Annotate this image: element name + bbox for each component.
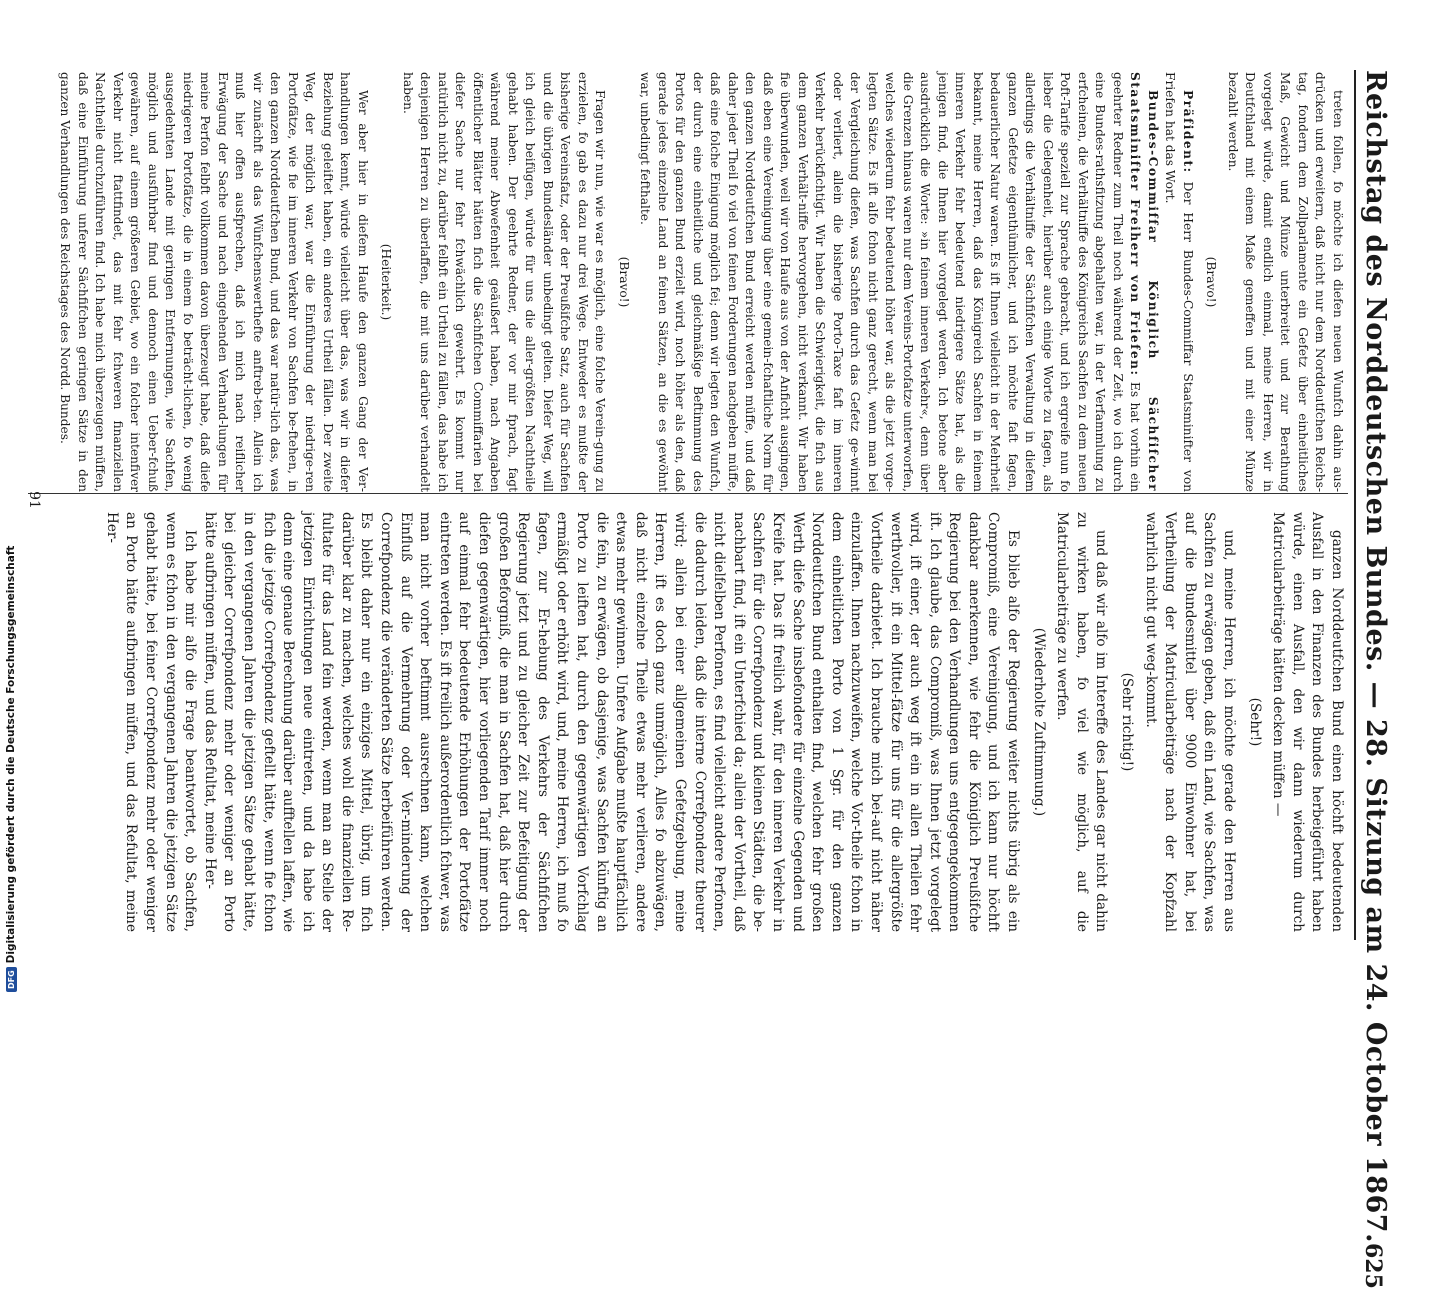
speech-text: Es hat vorhin ein geehrter Redner zum Theil noch während der Zeit, wo ich durch eine Bundes-rathsfitzung abgehalten war, in der Verfammlung zu erfcheinen, die Verhältniffe des Königreichs Sachfen zu dem neuen Poft-Tarife speziell zur Sprache gebracht, und ich ergreife nun fo lieber die Gelegenheit, hierüber auch einige Worte zu fagen, als allerdings die Verhältniffe der Sächfifchen Verwaltung in diefem ganzen Gefetze eigenthümlicher, und ich möchte faft fagen, bedauerlicher Natur waren. Es ift Ihnen vielleicht in der Mehrheit bekannt, meine Herren, daß das Königreich Sachfen in feinem inneren Verkehr fehr bedeutend niedrigere Sätze hat, als die jenigen find, die Ihnen hier vorgelegt werden. Ich betone aber ausdrücklich die Worte: »in feinem inneren Verkehr«, denn über die Grenzen hinaus waren nur dem Vereins-Portofatze unterworfen, welches wiederum fehr bedeutend höher war, als die jetzt vorge-legten Sätze. Es ift alfo fchon nicht ganz gerecht, wenn man bei der Vergleichung diefen, was Sachfen durch das Gefetz ge-winnt oder verliert, allein die bisherige Porto-Taxe faft im inneren Verkehr berückfichtigt. Wir haben die Schwierigkeit, die fich aus dem ganzen Verhält-niffe hervorgehen, nicht verkannt. Wir haben fie überwunden, weil wir von Haufe aus von der Anficht ausgingen, daß eben eine Vereinigung über eine gemein-fchaftliche Norm für den ganzen Norddeutfchen Bund erreicht werden müffe, und daß daher jeder Theil fo viel von feinen Forderungen nachgeben müffe, daß eine folche Einigung möglich fei; denn wir legten den Wunfch, der durch eine einheitliche und gleichmäßige Beftimmung des Portos für den ganzen Bund erzielt wird, noch höher als den, daß gerade jedes einzelne Land an feinen Sätzen, an die es gewöhnt war, unbedingt fefthalte. (638, 72, 1143, 492)
sheet-signature: 91 (26, 491, 42, 509)
body-paragraph: und, meine Herren, ich möchte gerade den Herren aus Sachfen zu erwägen geben, daß ein Land, wie Sachfen, was auf die Bundesmittel über 9000 Einwohner hat, bei Vertheilung der Matricularbeiträge nach der Kopfzahl wahrlich nicht gut weg-kommt. (1142, 512, 1238, 932)
body-paragraph: treten follen, fo möchte ich diefen neuen Wunfch dahin aus-drücken und erweitern, daß nicht nur dem Norddeutfchen Reichs-tag, fondern dem Zollparlamente ein Gefetz über einheitliches Maß, Gewicht und Münze unterbreitet und zur Berathung vorgelegt würde, damit endlich einmal, meine Herren, wir in Deutfchland mit einem Maße gemeffen und mit einer Münze bezahlt werden. (1226, 72, 1345, 492)
speech-paragraph (636, 72, 1161, 492)
body-paragraph: Ich habe mir alfo die Frage beantwortet, ob Sachfen, wenn es fchon in den vergangenen Jahren die jetzigen Sätze gehabt hätte, bei feiner Correfpondenz mehr oder weniger an Porto hätte aufbringen müffen, und das Refultat, meine Her- (103, 512, 199, 932)
stage-direction: (Sehr!) (1246, 697, 1263, 747)
stage-direction: (Sehr richtig!) (1119, 672, 1136, 772)
speech-text: Der Herr Bundes-Commiffar Staatsminifter von Friefen hat das Wort. (1163, 72, 1195, 493)
stage-direction: (Bravo!) (1204, 256, 1219, 308)
stage-direction: (Bravo!) (617, 256, 631, 308)
dfg-logo-icon: DFG (6, 967, 17, 992)
page-number: 625 (1360, 1243, 1386, 1289)
body-paragraph: ganzen Norddeutfchen Bund einen höchft bedeutenden Ausfall in den Finanzen des Bundes herbeigeführt haben würde, einen Ausfall, den wir dann wiederum durch Matricularbeiträge hätten decken müffen — (1270, 512, 1345, 932)
digitization-credit (2, 0, 20, 992)
body-paragraph: Wer aber hier in diefem Haufe den ganzen Gang der Ver-handlungen kennt, würde vielleicht über das, was wir in diefer Beziehung geleiftet haben, ein anderes Urtheil fällen. Der zweite Weg, der möglich war, war die Einführung der niedrige-ren Portofätze, wie fie im inneren Verkehr von Sachfen be-ftehen, in den ganzen Norddeutfchen Bund, und das war natür-lich das, was wir zunächft als das Wünfchenswerthefte anftreb-ten. Allein ich muß hier offen ausfprechen, daß ich mich nach reiflicher Erwägung der Sache und nach eingehenden Verhand-lungen für meine Perfon felbft vollkommen davon überzeugt habe, daß diefe niedrigeren Portofätze, die in einem fo beträcht-lichen, fo wenig ausgedehnten Lande mit geringen Entfernungen, wie Sachfen, möglich und ausführbar find und dennoch einen Ueber-fchuß gewähren, auf einem größeren Gebiet, wo ein folcher intenfiver Verkehr nicht ftattfindet, das mit fehr fchweren finanziellen Nachtheile durchzuführen find. Ich habe mich überzeugen müffen, daß eine Einführung unferer Sächfifchen geringen Sätze in den ganzen Verhandlungen des Reichstages des Nordd. Bundes. (58, 72, 370, 492)
body-paragraph: Fragen wir nun, wie war es möglich, eine folche Verein-gung zu erzielen, fo gab es dazu nur drei Wege. Entweder es mußte der bisherige Vereinsfatz, oder der Preußifche Satz, auch für Sachfen und die übrigen Bundesländer unbedingt gelten. Diefer Weg, will ich gleich beifügen, würde für uns die aller-größten Nachtheile gehabt haben. Der geehrte Redner, der vor mir fprach, fagt während meiner Abwefenheit geäußert haben, nach Angaben öffentlicher Blätter hätten fich die Sächfifchen Commiffarien bei diefer Sache nur fehr fchwächlich gewehrt. Es kommt nur natürlich nicht zu, darüber felbft ein Urtheil zu fällen, das habe ich denjenigen Herren zu überlaffen, die mit uns darüber verhandelt haben. (401, 72, 608, 492)
page-title: Reichstag des Norddeutschen Bundes. — 28. Sitzung am 24. October 1867. (1360, 70, 1391, 1243)
body-paragraph: Es blieb alfo der Regierung weiter nichts übrig als ein Compromiß, eine Vereinigung, und ich kann nur höchft dankbar anerkennen, wie fehr die Königlich Preußifche Regierung bei den Verhandlungen uns entgegengekommen ift. Ich glaube, das Compromiß, was Ihnen jetzt vorgelegt wird, ift einer, der auch weg ift ein in allen Theilen fehr werthvoller, ift ein Mittel-fätze für uns für die allergrößte Vortheile darbietet. Ich brauche mich bei-auf nicht näher einzulaffen. Ihnen nachzuweifen, welche Vor-theile fchon in dem einheitlichen Porto von 1 Sgr. für den ganzen Norddeutfchen Bund enthalten find, welchen fehr großen Werth diefe Sache insbefondere für einzelne Gegenden und Kreife hat. Das ift freilich wahr, für den inneren Verkehr in Sachfen für die Correfpondenz und kleinen Städten, die be-nachbart find, ift ein Unterfchied da; allein der Vortheil, daß nicht dielfelben Perfonen, es find vielleicht andere Perfonen, die dadurch leiden, daß die interne Correfpondenz theurer wird; allein bei einer allgemeinen Gefetzgebung, meine Herren, ift es doch ganz unmöglich, Alles fo abzuwägen, daß nicht einzelne Theile etwas mehr verlieren, andere etwas mehr gewinnen. Unfere Aufgabe mußte hauptfächlich die fein, zu erwägen, ob dasjenige, was Sachfen künftig an Porto zu leiften hat, durch den gegenwärtigen Vorfchlag ermäßigt oder erhöht wird, und, meine Herren, ich muß fo fagen, zur Er-hebung des Verkehrs der Sächfifchen Regierung jetzt und zu gleicher Zeit zur Befeitigung der großen Beforgniß, die man in Sachfen hat, daß hier durch diefen gegenwärtigen, hier vorliegenden Tarif immer noch auf einmal fehr bedeutende Erhöhungen der Portofätze eintreten werden. Es ift freilich außerordentlich fchwer, was man nicht vorher beftimmt ausrechnen kann, welchen Einfluß auf die Vermehrung oder Ver-minderung der Correfpondenz die veränderten Sätze herbeiführen werden. Es bleibt daher nur ein einziges Mittel, übrig, um fich darüber klar zu machen, welches wohl die finanziellen Re-fultate für das Land fein werden, wenn man an Stelle der jetzigen Einrichtungen neue eintreten, und da habe ich denn eine genaue Berechnung darüber aufftellen laffen, wie fich die jetzige Correfpondenz geftellt hätte, wenn fie fchon in den vergangenen Jahren die jetzigen Sätze gehabt hätte, bei gleicher Correfpondenz mehr oder weniger an Porto hätte aufbringen müffen, und das Refultat, meine Her- (201, 512, 1022, 932)
body-paragraph: und daß wir alfo im Intereffe des Landes gar nicht dahin zu wirken haben, fo viel wie möglich, auf die Matricularbeiträge zu werfen. (1054, 512, 1110, 932)
credit-text: Digitalisierung gefördert durch die Deutsche Forschungsgemeinschaft (5, 545, 17, 964)
stage-direction: (Heiterkeit.) (379, 243, 394, 321)
left-column (56, 72, 1346, 492)
running-head (1354, 70, 1400, 1289)
right-column (101, 512, 1346, 932)
column-divider (28, 493, 1348, 494)
speech-paragraph (1161, 72, 1196, 492)
speaker-name: Präfident: (1181, 90, 1195, 174)
stage-direction: (Wiederholte Zuftimmung.) (1030, 627, 1047, 817)
speaker-name: Bundes-Commiffar Königlich Sächfifcher Staatsminifter Freiherr von Friefen: (1128, 72, 1160, 492)
